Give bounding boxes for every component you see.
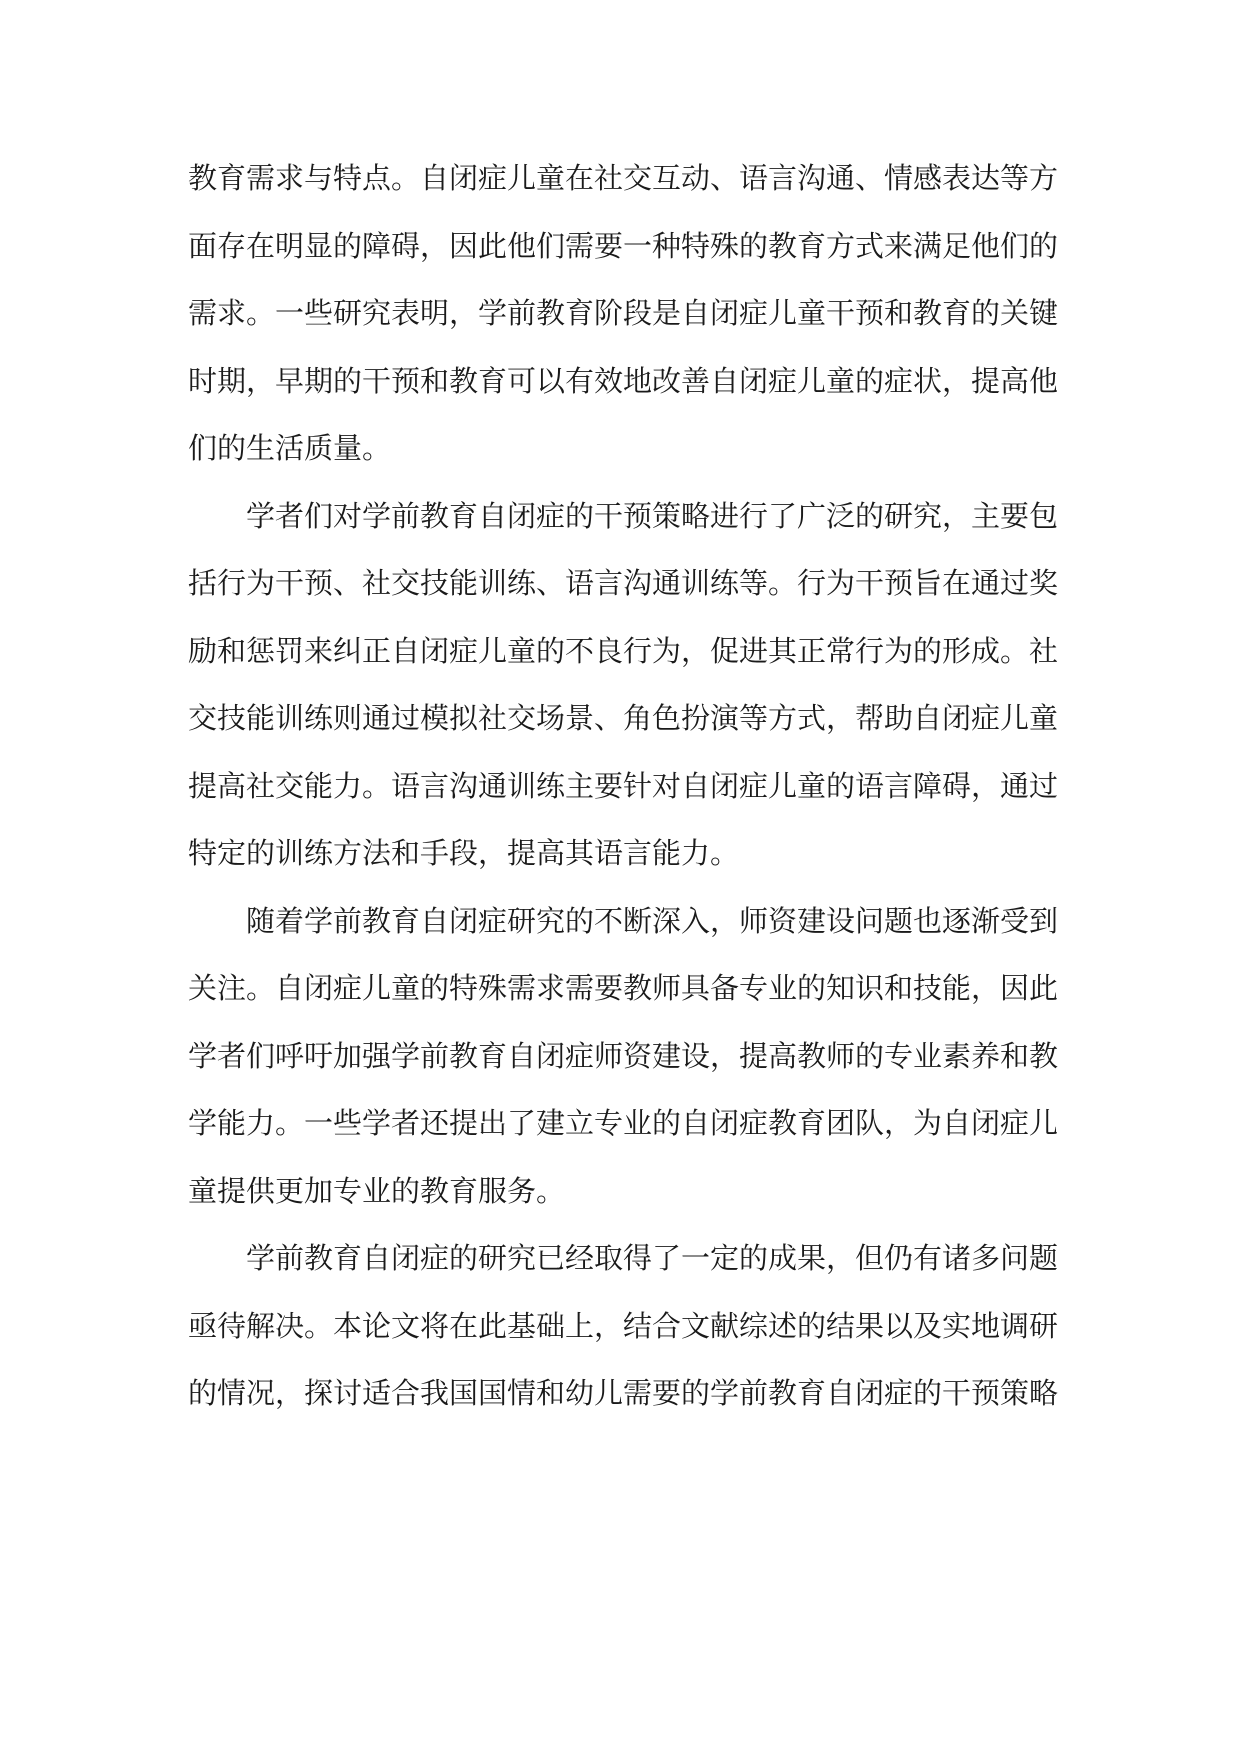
body-text bbox=[188, 145, 1058, 1428]
paragraph-continuation: 教育需求与特点。自闭症儿童在社交互动、语言沟通、情感表达等方面存在明显的障碍，因此他们需要一种特殊的教育方式来满足他们的需求。一些研究表明，学前教育阶段是自闭症儿童干预和教育的关键时期，早期的干预和教育可以有效地改善自闭症儿童的症状，提高他们的生活质量。 bbox=[188, 161, 1059, 465]
paragraph-intervention-strategies: 学者们对学前教育自闭症的干预策略进行了广泛的研究，主要包括行为干预、社交技能训练、语言沟通训练等。行为干预旨在通过奖励和惩罚来纠正自闭症儿童的不良行为，促进其正常行为的形成。社交技能训练则通过模拟社交场景、角色扮演等方式，帮助自闭症儿童提高社交能力。语言沟通训练主要针对自闭症儿童的语言障碍，通过特定的训练方法和手段，提高其语言能力。 bbox=[188, 498, 1059, 870]
paragraph-teacher-training: 随着学前教育自闭症研究的不断深入，师资建设问题也逐渐受到关注。自闭症儿童的特殊需求需要教师具备专业的知识和技能，因此学者们呼吁加强学前教育自闭症师资建设，提高教师的专业素养和教学能力。一些学者还提出了建立专业的自闭症教育团队，为自闭症儿童提供更加专业的教育服务。 bbox=[188, 903, 1059, 1208]
paragraph-thesis-aim: 学前教育自闭症的研究已经取得了一定的成果，但仍有诸多问题亟待解决。本论文将在此基础上，结合文献综述的结果以及实地调研的情况，探讨适合我国国情和幼儿需要的学前教育自闭症的干预策略 bbox=[188, 1241, 1059, 1410]
